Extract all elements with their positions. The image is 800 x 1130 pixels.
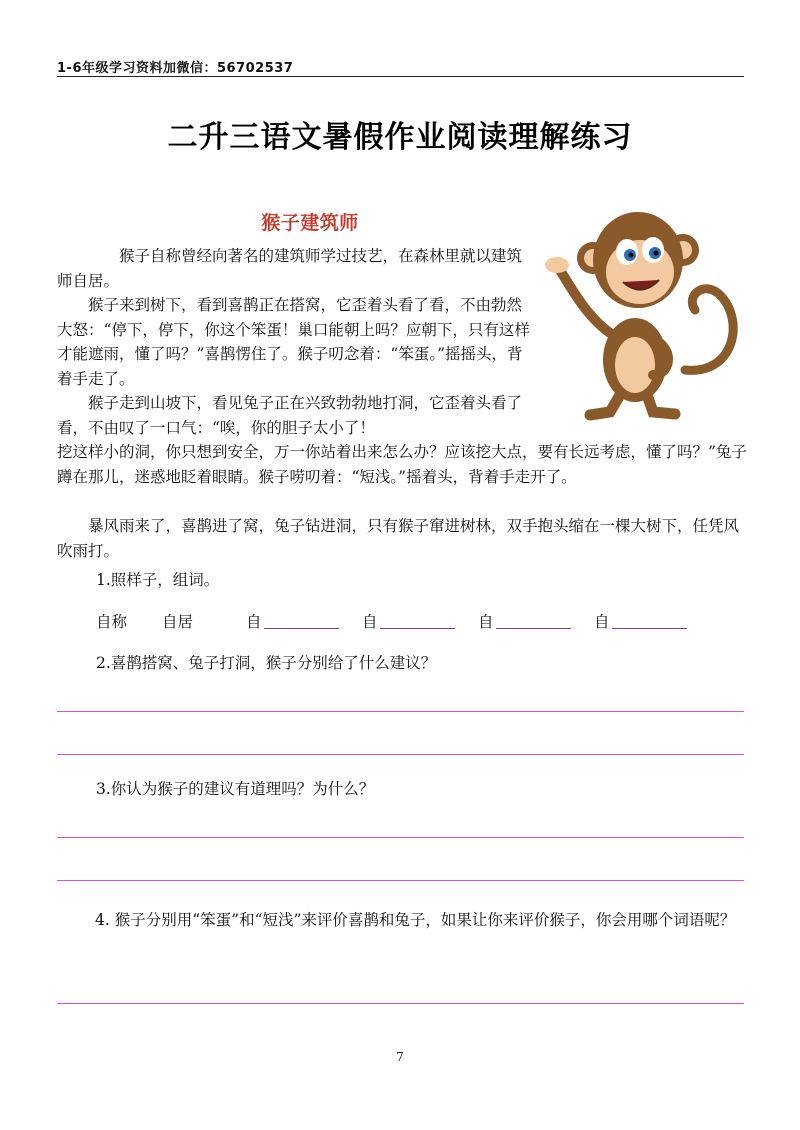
q1-blank-4[interactable]: 自 — [594, 610, 610, 634]
story-paragraph-3: 猴子走到山坡下，看见兔子正在兴致勃勃地打洞，它歪着头看了看，不由叹了一口气：“唉，你的胆子太小了！ — [57, 394, 523, 437]
question-2: 2.喜鹊搭窝、兔子打洞，猴子分别给了什么建议？ — [96, 654, 437, 672]
question-3: 3.你认为猴子的建议有道理吗？为什么？ — [96, 780, 375, 798]
q4-answer-line[interactable] — [57, 1003, 744, 1004]
question-1: 1.照样子，组词。 — [96, 571, 220, 589]
story-paragraph-2: 猴子来到树下，看到喜鹊正在搭窝，它歪着头看了看，不由勃然大怒：“停下，停下，你这个笨蛋！巢口能朝上吗？应朝下，只有这样才能遮雨，懂了吗？”喜鹊愣住了。猴子叨念着：“笨蛋。”摇摇头，背着手走了。 — [57, 296, 530, 388]
q2-answer-line-1[interactable] — [57, 711, 744, 712]
page-title: 二升三语文暑假作业阅读理解练习 — [167, 120, 633, 155]
header-contact: 1-6年级学习资料加微信：56702537 — [57, 61, 294, 76]
q1-blank-1[interactable]: 自 — [246, 610, 262, 634]
header-divider — [57, 76, 744, 77]
story-paragraph-4: 暴风雨来了，喜鹊进了窝，兔子钻进洞，只有猴子窜进树林，双手抱头缩在一棵大树下，任凭风吹雨打。 — [57, 517, 740, 560]
q1-example-2: 自居 — [162, 613, 194, 631]
q1-blank-3[interactable]: 自 — [478, 610, 494, 634]
q1-example-1: 自称 — [96, 613, 128, 631]
monkey-illustration — [535, 200, 750, 425]
question-4: 4. 猴子分别用“笨蛋”和“短浅”来评价喜鹊和兔子，如果让你来评价猴子，你会用哪个词语呢？ — [95, 911, 736, 929]
story-paragraph-1: 猴子自称曾经向著名的建筑师学过技艺，在森林里就以建筑师自居。 — [57, 247, 523, 290]
page-number: 7 — [396, 1050, 404, 1064]
q3-answer-line-2[interactable] — [57, 880, 744, 881]
q1-blank-2[interactable]: 自 — [362, 610, 378, 634]
story-title: 猴子建筑师 — [261, 212, 359, 234]
q3-answer-line-1[interactable] — [57, 837, 744, 838]
q2-answer-line-2[interactable] — [57, 754, 744, 755]
story-paragraph-3-continued: 挖这样小的洞，你只想到安全，万一你站着出来怎么办？应该挖大点，要有长远考虑，懂了吗？”兔子蹲在那儿，迷惑地眨着眼睛。猴子唠叨着：“短浅。”摇着头，背着手走开了。 — [57, 443, 747, 486]
